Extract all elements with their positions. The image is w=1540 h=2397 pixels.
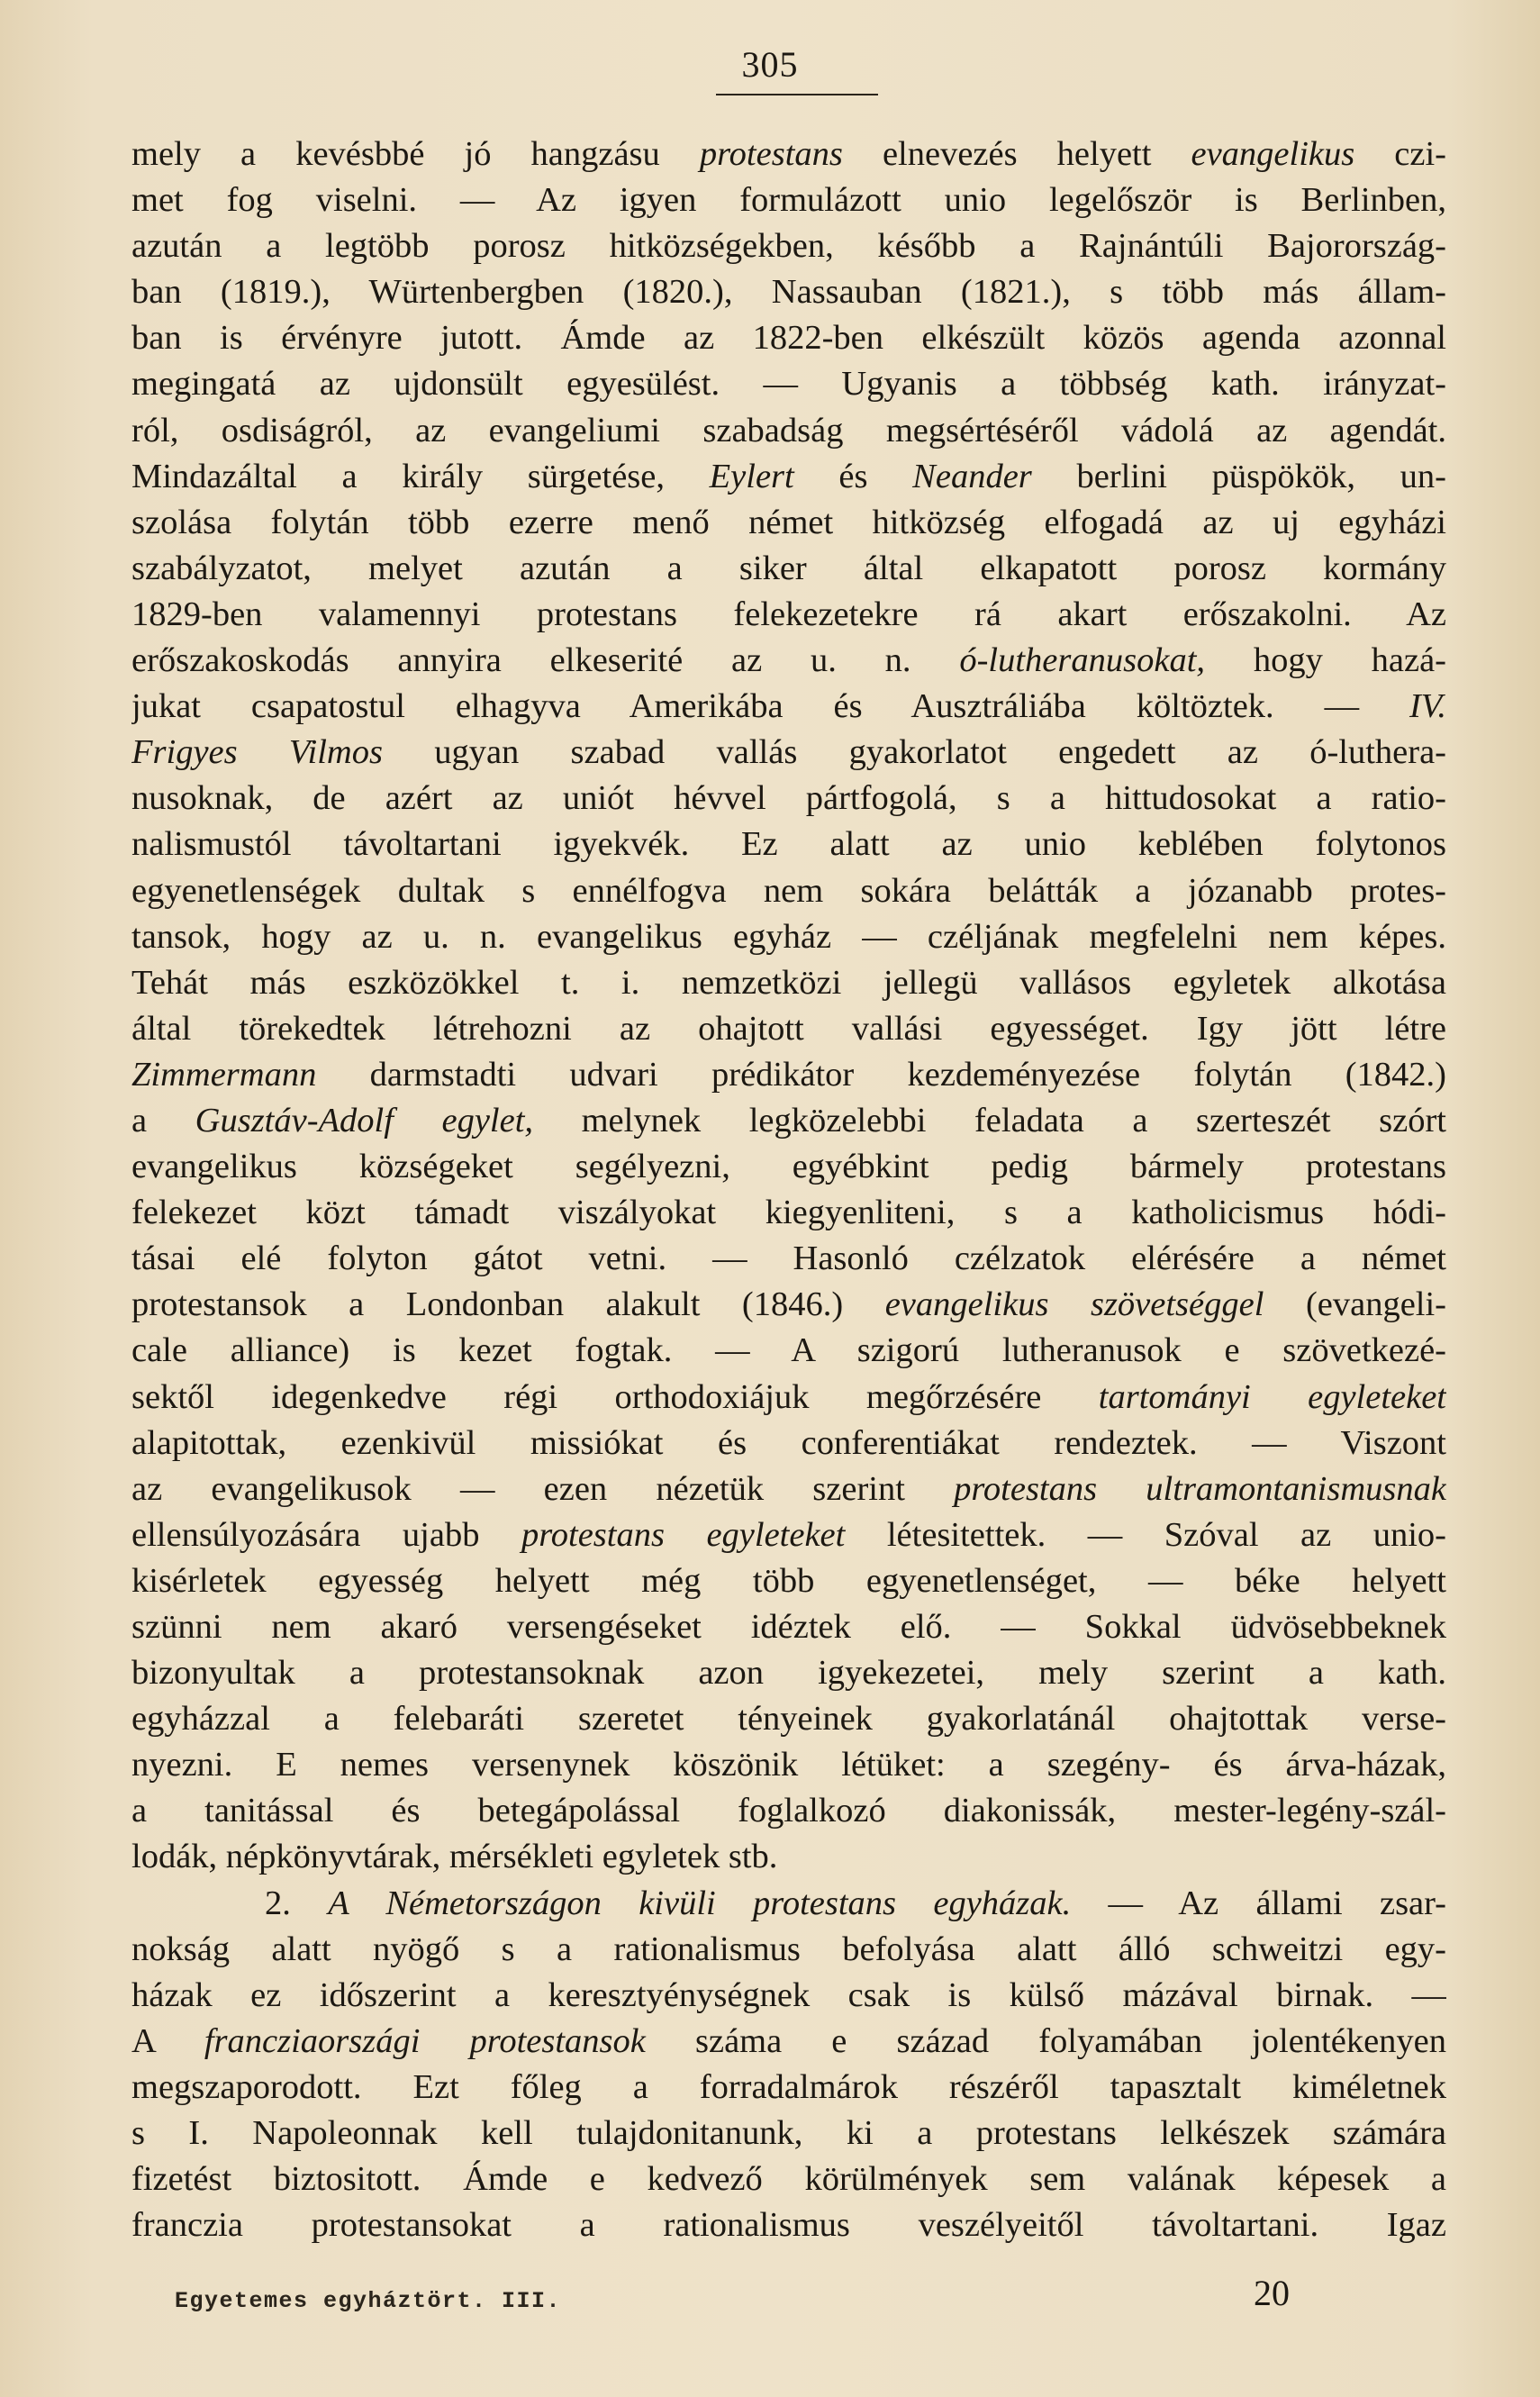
text-run: lodák, népkönyvtárak, mérsékleti egyletek stb. [131,1838,778,1876]
italic-text-run: evangelikus szövetséggel [884,1285,1264,1324]
text-line [131,1834,1446,1880]
text-line [131,730,1446,776]
text-run: hogy hazá- [1205,641,1446,680]
italic-text-run: Neander [912,457,1032,495]
text-run: a [131,1101,195,1139]
text-line [131,1604,1446,1650]
text-line [131,1144,1446,1190]
text-run: nyezni. E nemes versenynek köszönik létüket: a szegény- és árva-házak, [131,1746,1446,1784]
text-line [131,1927,1446,1973]
text-line [131,1466,1446,1512]
text-run: tásai elé folyton gátot vetni. — Hasonló czélzatok elérésére a német [131,1239,1446,1278]
italic-text-run: francziaországi protestansok [204,2021,646,2060]
text-line [131,1190,1446,1236]
header-rule [716,94,878,95]
text-run: egyházzal a felebaráti szeretet tényeinek gyakorlatánál ohajtottak verse- [131,1700,1446,1739]
text-line [131,454,1446,500]
text-run: száma e század folyamában jolentékenyen [645,2021,1446,2060]
text-run: ban is érvényre jutott. Ámde az 1822-ben elkészült közös agenda azonnal [131,319,1446,358]
text-run: felekezet közt támadt viszályokat kiegyenliteni, s a katholicismus hódi- [131,1194,1446,1232]
text-run: és [793,457,913,495]
text-line [131,1098,1446,1144]
text-run: szünni nem akaró versengéseket idéztek elő. — Sokkal üdvösebbeknek [131,1608,1446,1646]
text-run: megingatá az ujdonsült egyesülést. — Ugyanis a többség kath. irányzat- [131,365,1446,404]
text-run: sektől idegenkedve régi orthodoxiájuk megőrzésére [131,1377,1099,1416]
text-run: nokság alatt nyögő s a rationalismus befolyása alatt álló schweitzi egy- [131,1929,1446,1968]
text-line [131,315,1446,361]
text-line [131,2156,1446,2202]
text-run: franczia protestansokat a rationalismus veszélyeitől távoltartani. Igaz [131,2206,1446,2245]
text-run: megszaporodott. Ezt főleg a forradalmárok részéről tapasztalt kiméletnek [131,2067,1446,2106]
text-run: házak ez időszerint a keresztyénységnek csak is külső mázával birnak. — [131,1975,1446,2014]
text-run: ellensúlyozására ujabb [131,1515,521,1554]
text-run: cale alliance) is kezet fogtak. — A szigorú lutheranusok e szövetkezé- [131,1331,1446,1370]
text-line [131,1742,1446,1788]
text-run: — Az állami zsar- [1071,1884,1446,1922]
italic-text-run: protestans ultramontanismusnak [954,1469,1446,1508]
text-run: ugyan szabad vallás gyakorlatot engedett az ó-luthera- [382,733,1446,772]
text-line [131,1328,1446,1374]
text-line [131,1236,1446,1282]
text-line [131,223,1446,269]
text-run: A [131,2021,204,2060]
text-line [131,132,1446,177]
text-line [131,1788,1446,1834]
italic-text-run: tartományi egyleteket [1098,1377,1446,1416]
text-run: alapitottak, ezenkivül missiókat és conferentiákat rendeztek. — Viszont [131,1423,1446,1462]
text-line [131,1973,1446,2019]
text-run: jukat csapatostul elhagyva Amerikába és Ausztráliába költöztek. — [131,687,1409,726]
text-line [131,408,1446,454]
text-line [131,1558,1446,1604]
text-line [131,1512,1446,1558]
italic-text-run: evangelikus [1191,135,1355,173]
italic-text-run: protestans [699,135,843,173]
text-run: szabályzatot, melyet azután a siker által elkapatott porosz kormány [131,549,1446,587]
text-line [131,1881,1446,1927]
text-line [131,1421,1446,1466]
text-run: tansok, hogy az u. n. evangelikus egyház — czéljának megfelelni nem képes. [131,917,1446,956]
text-run: egyenetlenségek dultak s ennélfogva nem sokára belátták a józanabb protes- [131,871,1446,910]
text-run: által törekedtek létrehozni az ohajtott vallási egyességet. Igy jött létre [131,1009,1446,1048]
text-run: erőszakoskodás annyira elkeserité az u. n. [131,641,960,680]
text-run: melynek legközelebbi feladata a szerteszét szórt [533,1101,1446,1139]
text-run: Tehát más eszközökkel t. i. nemzetközi jellegü vallásos egyletek alkotása [131,963,1446,1002]
text-run: czi- [1354,135,1446,173]
text-run: a tanitással és betegápolással foglalkozó diakonissák, mester-legény-szál- [131,1792,1446,1830]
signature-mark: Egyetemes egyháztört. III. [175,2288,562,2314]
italic-text-run: Frigyes Vilmos [131,733,383,772]
text-line [131,638,1446,684]
italic-text-run: ó-lutheranusokat, [959,641,1206,680]
page-number: 305 [741,44,799,85]
italic-text-run: protestans egyleteket [521,1515,846,1554]
text-run: kisérletek egyesség helyett még több egyenetlenséget, — béke helyett [131,1561,1446,1600]
text-line [131,960,1446,1006]
text-line [131,1650,1446,1696]
text-line [131,684,1446,730]
text-run: létesitettek. — Szóval az unio- [845,1515,1446,1554]
italic-text-run: Eylert [709,457,794,495]
text-line [131,868,1446,914]
text-line [131,546,1446,592]
text-run: Mindazáltal a király sürgetése, [131,457,710,495]
text-line [131,776,1446,822]
italic-text-run: A Németországon kivüli protestans egyházak. [328,1884,1072,1922]
text-line [131,177,1446,223]
text-run: ban (1819.), Würtenbergben (1820.), Nassauban (1821.), s több más állam- [131,273,1446,312]
text-run: elnevezés helyett [842,135,1191,173]
text-line [131,269,1446,315]
text-line [131,500,1446,546]
text-line [131,592,1446,638]
italic-text-run: Gusztáv-Adolf egylet, [195,1101,534,1139]
text-line [131,2019,1446,2065]
text-run: 1829-ben valamennyi protestans felekezetekre rá akart erőszakolni. Az [131,595,1446,633]
text-run: evangelikus községeket segélyezni, egyébkint pedig bármely protestans [131,1148,1446,1186]
text-run: mely a kevésbbé jó hangzásu [131,135,700,173]
italic-text-run: IV. [1409,687,1446,726]
text-run: darmstadti udvari prédikátor kezdeményezése folytán (1842.) [316,1055,1446,1094]
text-line [131,1006,1446,1052]
italic-text-run: Zimmermann [131,1055,317,1094]
text-run: berlini püspökök, un- [1031,457,1446,495]
text-run: protestansok a Londonban alakult (1846.) [131,1285,885,1324]
text-run: ról, osdiságról, az evangeliumi szabadság megsértéséről vádolá az agendát. [131,411,1446,449]
text-line [131,914,1446,960]
text-run: szolása folytán több ezerre menő német hitközség elfogadá az uj egyházi [131,503,1446,541]
text-line [131,822,1446,867]
text-run: 2. [265,1884,329,1922]
text-line [131,1282,1446,1328]
text-line [131,1696,1446,1742]
text-run: nalismustól távoltartani igyekvék. Ez alatt az unio keblében folytonos [131,825,1446,864]
text-line [131,2202,1446,2248]
text-run: fizetést biztositott. Ámde e kedvező körülmények sem valának képesek a [131,2160,1446,2199]
text-line [131,361,1446,407]
text-run: az evangelikusok — ezen nézetük szerint [131,1469,955,1508]
text-run: s I. Napoleonnak kell tulajdonitanunk, ki a protestans lelkészek számára [131,2114,1446,2153]
body-text [131,132,1446,2248]
text-run: azután a legtöbb porosz hitközségekben, később a Rajnántúli Bajorország- [131,227,1446,266]
text-run: bizonyultak a protestansoknak azon igyekezetei, mely szerint a kath. [131,1654,1446,1693]
text-run: met fog viselni. — Az igyen formulázott unio legelőször is Berlinben, [131,181,1446,220]
text-line [131,2111,1446,2156]
text-run: nusoknak, de azért az uniót hévvel pártfogolá, s a hittudosokat a ratio- [131,779,1446,818]
text-line [131,1375,1446,1421]
sheet-number: 20 [1254,2273,1290,2313]
text-line [131,2065,1446,2111]
text-line [131,1052,1446,1098]
text-run: (evangeli- [1264,1285,1446,1324]
